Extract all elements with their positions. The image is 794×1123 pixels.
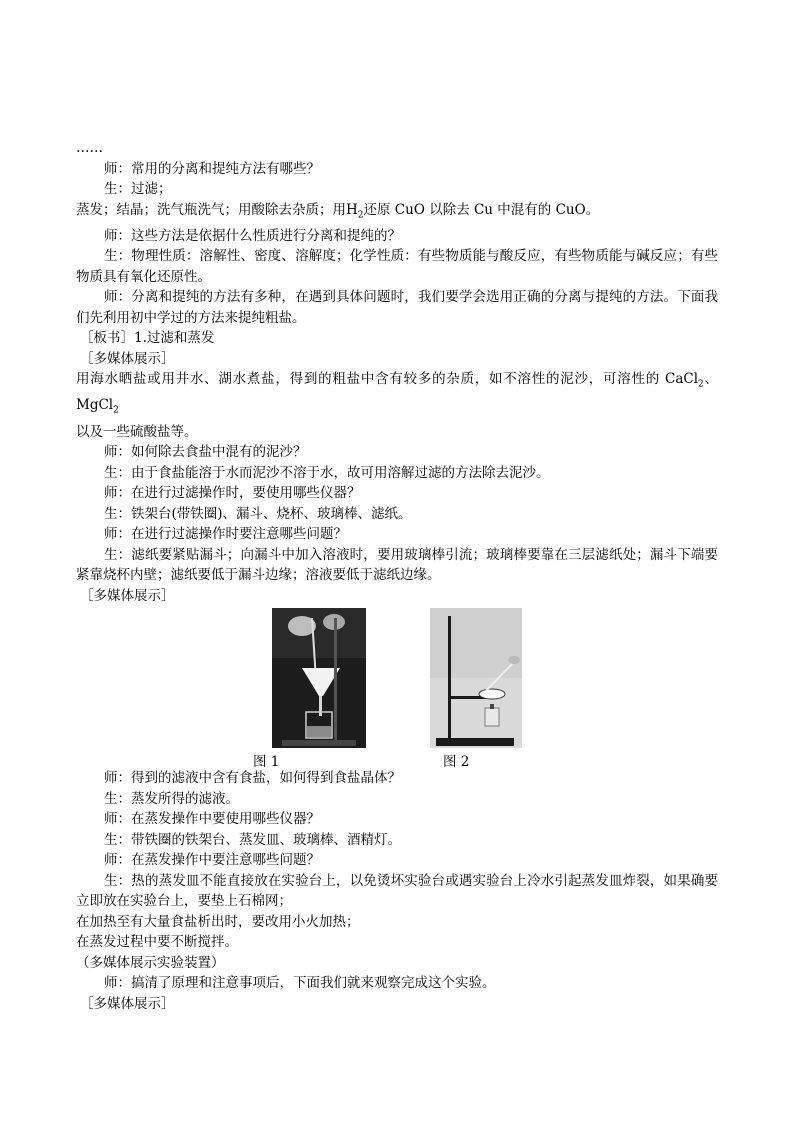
teacher-q9: 师：在蒸发操作中要注意哪些问题？ xyxy=(104,852,320,869)
evaporation-tip-1: 在加热至有大量食盐析出时，要改用小火加热； xyxy=(76,913,360,930)
methods-text-b: 还原 CuO 以除去 Cu 中混有的 CuO。 xyxy=(363,201,600,218)
multimedia-note-2: ［多媒体展示］ xyxy=(80,587,175,604)
salt-text-c: 以及一些硫酸盐等。 xyxy=(76,423,198,440)
teacher-q8: 师：在蒸发操作中要使用哪些仪器？ xyxy=(104,811,320,828)
ellipsis-line: …… xyxy=(76,140,103,156)
student-a5: 生：铁架台(带铁圈)、漏斗、烧杯、玻璃棒、滤纸。 xyxy=(104,505,412,522)
teacher-q7: 师：得到的滤液中含有食盐，如何得到食盐晶体？ xyxy=(104,770,401,787)
figure-2-evaporation-photo xyxy=(430,608,522,748)
teacher-q4: 师：如何除去食盐中混有的泥沙？ xyxy=(104,444,307,461)
student-a4: 生：由于食盐能溶于水而泥沙不溶于水，故可用溶解过滤的方法除去泥沙。 xyxy=(104,464,550,481)
figure-2-caption: 图 2 xyxy=(443,754,470,771)
board-note: ［板书］1.过滤和蒸发 xyxy=(80,330,215,347)
mgcl2-subscript: 2 xyxy=(113,406,119,417)
student-a2: 生：物理性质：溶解性、密度、溶解度；化学性质：有些物质能与酸反应，有些物质能与碱反应；有些物质具有氧化还原性。 xyxy=(76,248,718,285)
teacher-q6: 师：在进行过滤操作时要注意哪些问题？ xyxy=(104,526,347,543)
teacher-q5: 师：在进行过滤操作时，要使用哪些仪器？ xyxy=(104,485,361,502)
student-a8: 生：带铁圈的铁架台、蒸发皿、玻璃棒、酒精灯。 xyxy=(104,831,401,848)
figure-1-caption: 图 1 xyxy=(253,754,280,771)
figures-row xyxy=(76,608,718,771)
cacl2-subscript: 2 xyxy=(698,379,704,390)
methods-line xyxy=(76,200,718,226)
teacher-s10: 师：搞清了原理和注意事项后，下面我们就来观察完成这个实验。 xyxy=(104,975,496,992)
student-a1: 生：过滤； xyxy=(104,181,172,197)
figure-1-filtration-photo xyxy=(272,608,366,748)
student-a9: 生：热的蒸发皿不能直接放在实验台上，以免烫坏实验台或遇实验台上冷水引起蒸发皿炸裂，如果确要立即放在实验台上，要垫上石棉网； xyxy=(76,872,718,910)
multimedia-note-3: （多媒体展示实验装置） xyxy=(76,954,225,971)
teacher-q2: 师：这些方法是依据什么性质进行分离和提纯的？ xyxy=(104,227,401,244)
salt-text-b: 、MgCl xyxy=(76,371,718,414)
teacher-s3: 师：分离和提纯的方法有多种，在遇到具体问题时，我们要学会选用正确的分离与提纯的方法。下面我们先利用初中学过的方法来提纯粗盐。 xyxy=(76,289,718,326)
student-a7: 生：蒸发所得的滤液。 xyxy=(104,790,239,807)
student-a6: 生：滤纸要紧贴漏斗；向漏斗中加入溶液时，要用玻璃棒引流；玻璃棒要靠在三层滤纸处；漏斗下端要紧靠烧杯内壁；滤纸要低于漏斗边缘；溶液要低于滤纸边缘。 xyxy=(76,546,718,584)
evaporation-illustration xyxy=(430,608,522,748)
multimedia-note-4: ［多媒体展示］ xyxy=(80,995,175,1012)
multimedia-note-1: ［多媒体展示］ xyxy=(80,350,175,367)
filtration-illustration xyxy=(272,608,366,748)
methods-text-a: 蒸发；结晶；洗气瓶洗气；用酸除去杂质；用H xyxy=(76,201,358,218)
evaporation-tip-2: 在蒸发过程中要不断搅拌。 xyxy=(76,934,238,951)
document-page xyxy=(76,138,718,1014)
salt-text-a: 用海水晒盐或用井水、湖水煮盐，得到的粗盐中含有较多的杂质，如不溶性的泥沙，可溶性的 CaCl xyxy=(76,371,699,388)
crude-salt-paragraph xyxy=(76,369,718,442)
teacher-q1: 师：常用的分离和提纯方法有哪些？ xyxy=(104,160,320,177)
h2-subscript: 2 xyxy=(357,210,364,221)
